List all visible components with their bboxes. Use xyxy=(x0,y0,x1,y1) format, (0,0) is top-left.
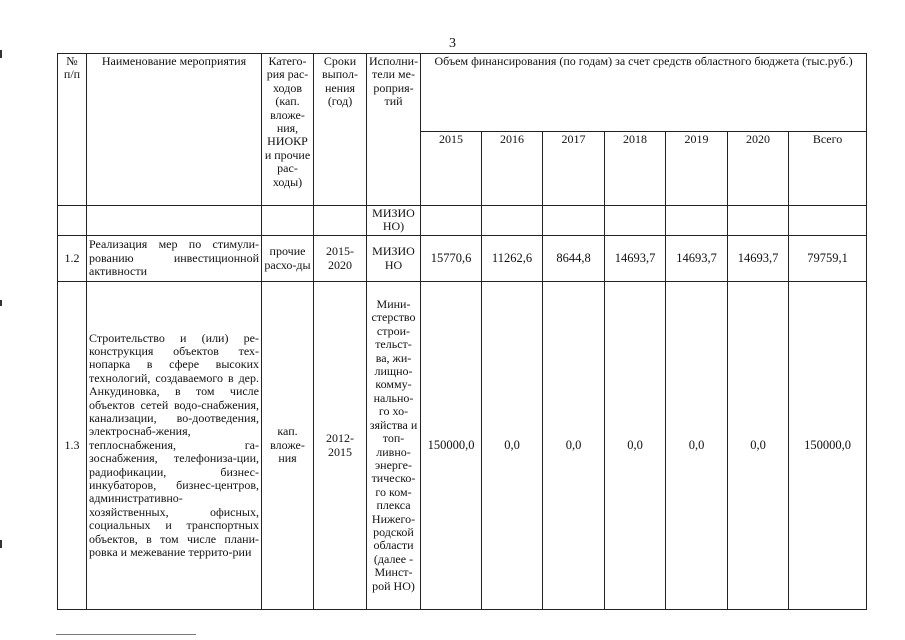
page-number: 3 xyxy=(449,36,456,51)
header-year: 2017 xyxy=(543,132,605,206)
row-value xyxy=(605,206,666,236)
row-value xyxy=(482,206,543,236)
row-value: 11262,6 xyxy=(482,236,543,282)
header-category: Катего-рия рас-ходов (кап. вложе-ния, НИОКР и прочие рас-ходы) xyxy=(262,54,314,206)
scan-artifact xyxy=(56,634,196,635)
row-executor: МИЗИО НО xyxy=(367,236,421,282)
row-executor: МИЗИО НО) xyxy=(367,206,421,236)
row-terms: 2012-2015 xyxy=(314,282,367,610)
row-category: кап. вложе-ния xyxy=(262,282,314,610)
header-year: 2015 xyxy=(421,132,482,206)
row-value: 0,0 xyxy=(728,282,789,610)
row-value xyxy=(543,206,605,236)
header-row xyxy=(58,54,867,132)
scan-artifact xyxy=(0,540,2,548)
header-terms: Сроки выпол-нения (год) xyxy=(314,54,367,206)
header-funding: Объем финансирования (по годам) за счет средств областного бюджета (тыс.руб.) xyxy=(421,54,867,132)
scan-artifact xyxy=(0,50,2,58)
row-name xyxy=(87,206,262,236)
header-year: 2018 xyxy=(605,132,666,206)
row-value: 14693,7 xyxy=(666,236,728,282)
header-year: 2016 xyxy=(482,132,543,206)
header-year: 2020 xyxy=(728,132,789,206)
header-year: 2019 xyxy=(666,132,728,206)
row-value xyxy=(421,206,482,236)
row-category xyxy=(262,206,314,236)
row-value xyxy=(666,206,728,236)
row-value: 14693,7 xyxy=(728,236,789,282)
header-total: Всего xyxy=(789,132,867,206)
row-value: 0,0 xyxy=(543,282,605,610)
row-name: Реализация мер по стимули-рованию инвестиционной активности xyxy=(87,236,262,282)
row-name: Строительство и (или) ре-конструкция объектов тех-нопарка в сфере высоких технологий, создаваемого в дер. Анкудиновка, в том числе объектов сетей водо-снабжения, канализации, во-доотведения, электроснаб-жения, теплоснабжения, га-зоснабжения, телефониза-ции, радиофикации, бизнес-инкубаторов, бизнес-центров, административно-хозяйственных, офисных, социальных и транспортных объектов, в том числе плани-ровка и межевание террито-рии xyxy=(87,282,262,610)
row-number: 1.3 xyxy=(58,282,87,610)
table-row xyxy=(58,206,867,236)
row-value: 150000,0 xyxy=(789,282,867,610)
header-number: № п/п xyxy=(58,54,87,206)
row-value: 0,0 xyxy=(605,282,666,610)
table-row xyxy=(58,282,867,610)
row-value xyxy=(789,206,867,236)
funding-table xyxy=(57,53,867,610)
row-value xyxy=(728,206,789,236)
row-number xyxy=(58,206,87,236)
scan-artifact xyxy=(0,300,2,306)
row-value: 0,0 xyxy=(666,282,728,610)
row-value: 14693,7 xyxy=(605,236,666,282)
row-terms: 2015-2020 xyxy=(314,236,367,282)
row-category: прочие расхо-ды xyxy=(262,236,314,282)
row-value: 150000,0 xyxy=(421,282,482,610)
row-value: 79759,1 xyxy=(789,236,867,282)
header-name: Наименование мероприятия xyxy=(87,54,262,206)
row-number: 1.2 xyxy=(58,236,87,282)
row-value: 0,0 xyxy=(482,282,543,610)
row-value: 8644,8 xyxy=(543,236,605,282)
row-executor: Мини-стерство строи-тельст-ва, жи-лищно-комму-нально-го хо-зяйства и топ-ливно-энерге-тическо-го ком-плекса Нижего-родской области (далее - Минст-рой НО) xyxy=(367,282,421,610)
table-row xyxy=(58,236,867,282)
row-terms xyxy=(314,206,367,236)
header-executors: Исполни-тели ме-роприя-тий xyxy=(367,54,421,206)
row-value: 15770,6 xyxy=(421,236,482,282)
